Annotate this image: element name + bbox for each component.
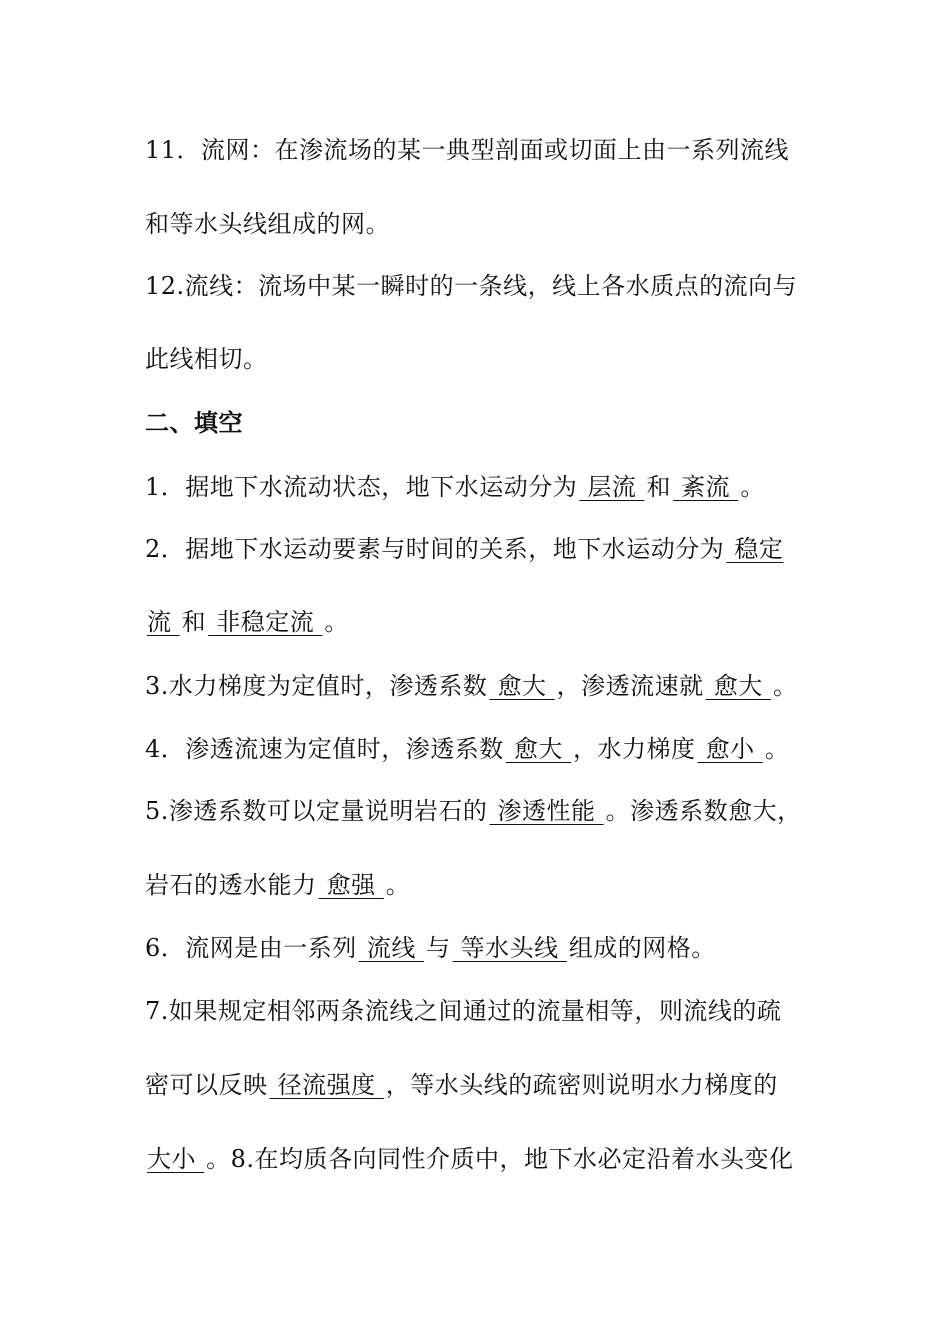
text: 2．据地下水运动要素与时间的关系，地下水运动分为 <box>145 535 725 563</box>
question-5-line-2 <box>145 869 410 901</box>
definition-12-line-2 <box>145 343 268 375</box>
text: 。 <box>324 608 349 636</box>
question-2-line-2 <box>145 606 349 638</box>
text: 和等水头线组成的网。 <box>145 210 390 238</box>
text: 11．流网：在渗流场的某一典型剖面或切面上由一系列流线 <box>145 136 790 164</box>
text: 12.流线：流场中某一瞬时的一条线，线上各水质点的流向与 <box>145 272 798 300</box>
text: 和 <box>646 473 672 501</box>
text: 4．渗透流速为定值时，渗透系数 <box>145 735 504 763</box>
answer-blank: 流线 <box>358 934 425 962</box>
definition-11-line-1 <box>145 134 789 166</box>
text: 组成的网格。 <box>568 934 716 962</box>
answer-blank: 等水头线 <box>452 934 567 962</box>
answer-blank: 径流强度 <box>269 1071 384 1099</box>
question-7-line-2 <box>145 1069 778 1101</box>
question-4 <box>145 733 789 765</box>
text: ，水力梯度 <box>573 735 696 763</box>
text: 5.渗透系数可以定量说明岩石的 <box>145 797 488 825</box>
question-5-line-1 <box>145 795 802 827</box>
answer-blank: 非稳定流 <box>208 608 323 636</box>
text: ，渗透流速就 <box>556 672 704 700</box>
answer-blank: 稳定 <box>726 535 784 563</box>
question-7-line-1 <box>145 995 781 1027</box>
definition-11-line-2 <box>145 208 390 240</box>
heading-text: 二、填空 <box>145 408 243 437</box>
text: 。渗透系数愈大， <box>605 797 802 825</box>
text: 此线相切。 <box>145 345 268 373</box>
text: 7.如果规定相邻两条流线之间通过的流量相等，则流线的疏 <box>145 997 782 1025</box>
answer-blank: 愈大 <box>705 672 771 700</box>
section-heading-fill-in <box>145 407 243 439</box>
answer-blank: 层流 <box>579 473 645 501</box>
text: 密可以反映 <box>145 1071 268 1099</box>
answer-blank: 愈大 <box>489 672 555 700</box>
question-6 <box>145 932 716 964</box>
text: 。 <box>764 735 790 763</box>
text: 。 <box>740 473 765 501</box>
text: 岩石的透水能力 <box>145 871 317 899</box>
question-2-line-1 <box>145 533 785 565</box>
question-7-8-line <box>145 1143 794 1175</box>
text: 3.水力梯度为定值时，渗透系数 <box>145 672 488 700</box>
answer-blank: 愈小 <box>697 735 763 763</box>
answer-blank: 流 <box>147 608 180 636</box>
text: 6．流网是由一系列 <box>145 934 357 962</box>
text: 1．据地下水流动状态，地下水运动分为 <box>145 473 578 501</box>
text: 。8.在均质各向同性介质中，地下水必定沿着水头变化 <box>206 1145 794 1173</box>
answer-blank: 大小 <box>147 1145 205 1173</box>
answer-blank: 愈强 <box>318 871 384 899</box>
text: 和 <box>181 608 207 636</box>
question-3 <box>145 670 797 702</box>
text: 。 <box>385 871 411 899</box>
answer-blank: 愈大 <box>505 735 572 763</box>
question-1 <box>145 471 765 503</box>
text: ，等水头线的疏密则说明水力梯度的 <box>385 1071 778 1099</box>
answer-blank: 渗透性能 <box>489 797 604 825</box>
text: 与 <box>426 934 451 962</box>
definition-12-line-1 <box>145 270 797 302</box>
text: 。 <box>772 672 798 700</box>
answer-blank: 紊流 <box>673 473 739 501</box>
